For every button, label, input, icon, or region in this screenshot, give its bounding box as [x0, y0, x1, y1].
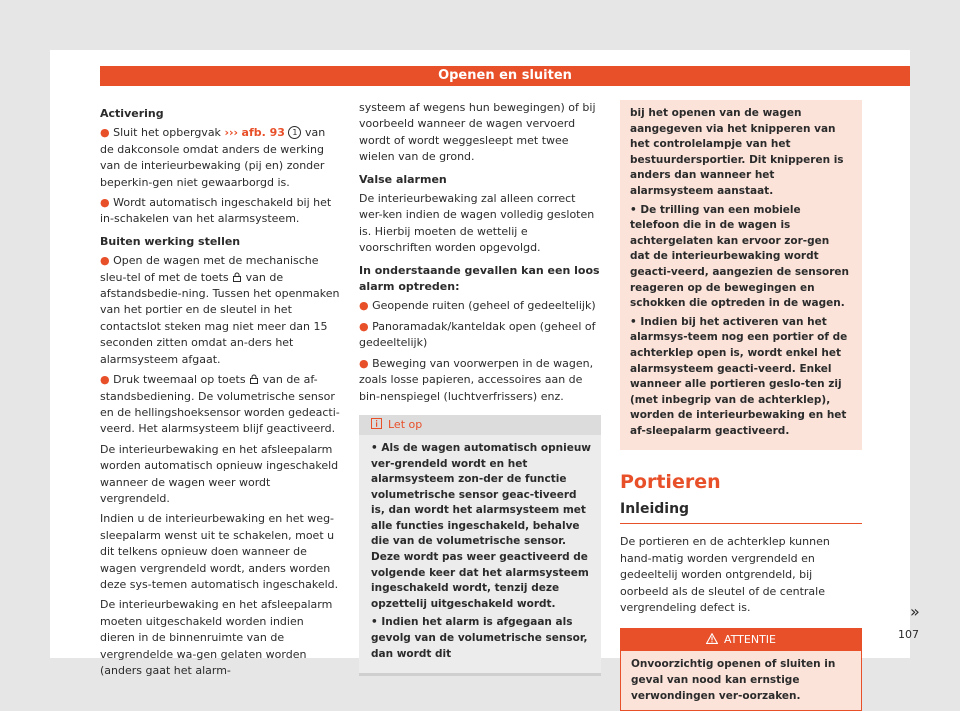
manual-page: [50, 50, 920, 702]
lock-key-icon: [232, 272, 242, 282]
page-number: 107: [898, 628, 919, 641]
paragraph: systeem af wegens hun bewegingen) of bij voorbeeld wanneer de wagen vervoerd wordt of wordt weggesleept met twee wielen van de grond.: [359, 101, 596, 164]
paragraph: De portieren en de achterklep kunnen hand-matig worden vergrendeld en gedeeltelij worden ontgrendeld, bij oorbeeld als de sleutel of de centrale vergrendeling defect is.: [620, 535, 830, 614]
warning-triangle-icon: [706, 633, 718, 644]
bullet-icon: •: [630, 315, 637, 328]
bullet-icon: ●: [100, 126, 110, 140]
heading-cases: In onderstaande gevallen kan een loos alarm optreden:: [359, 263, 600, 294]
bullet-icon: ●: [359, 356, 369, 370]
bullet-item: ● Panoramadak/kanteldak open (geheel of gedeeltelijk): [359, 319, 596, 350]
note-continuation: [620, 100, 862, 450]
heading-buiten-werking: Buiten werking stellen: [100, 234, 241, 248]
paragraph: Indien u de interieurbewaking en het weg-sleepalarm wenst uit te schakelen, moet u dit telkens opnieuw doen wanneer de wagen vergrendeld wordt, anders worden deze sys-temen automatisch ingeschakeld.: [100, 512, 339, 591]
continue-arrow: »: [910, 602, 920, 621]
callout-number: 1: [288, 126, 301, 139]
bullet-item: ● Druk tweemaal op toets van de af-standsbediening. De volumetrische sensor en de hellingshoeksensor worden gedeacti-veerd. Het alarmsysteem blijf geactiveerd.: [100, 373, 340, 436]
bullet-item: ● Sluit het opbergvak ››› afb. 93 1 van de dakconsole omdat anders de werking van de interieurbewaking (pij en) zonder beperkin-gen niet gewaarborgd is.: [100, 126, 326, 189]
paragraph: De interieurbewaking en het afsleepalarm moeten uitgeschakeld worden indien dieren in de binnenruimte van de vergrendelde wa-gen gelaten worden (anders gaat het alarm-: [100, 598, 333, 677]
heading-valse-alarmen: Valse alarmen: [359, 172, 447, 186]
column-3: [620, 100, 862, 711]
bullet-item: • Indien het alarm is afgegaan als gevolg van de volumetrische sensor, dan wordt dit: [371, 616, 588, 660]
bullet-icon: ●: [100, 373, 110, 387]
note-box: [359, 415, 601, 676]
bullet-item: ● Wordt automatisch ingeschakeld bij het in-schakelen van het alarmsysteem.: [100, 196, 332, 226]
attention-header: [621, 629, 861, 651]
bullet-icon: ●: [100, 196, 110, 210]
info-icon: [371, 418, 382, 429]
paragraph: De interieurbewaking zal alleen correct wer-ken indien de wagen volledig gesloten is. Hierbij moeten de wettelij e voorschriften worden opgevolgd.: [359, 192, 595, 255]
subsection-title: Inleiding: [620, 501, 862, 524]
paragraph: bij het openen van de wagen aangegeven via het knipperen van het controlelampje van het bestuurdersportier. Dit knipperen is anders dan wanneer het alarmsysteem aanstaat.: [630, 107, 844, 197]
paragraph: De interieurbewaking en het afsleepalarm worden automatisch opnieuw ingeschakeld wanneer de wagen weer wordt vergrendeld.: [100, 442, 339, 505]
bullet-icon: •: [371, 616, 378, 629]
note-title: Let op: [388, 417, 423, 431]
bullet-item: ● Geopende ruiten (geheel of gedeeltelijk): [359, 299, 596, 313]
xref-arrow: ›››: [224, 126, 239, 140]
section-title: Portieren: [620, 471, 721, 494]
attention-title: ATTENTIE: [723, 633, 776, 647]
note-header: [359, 415, 601, 435]
bullet-item: • De trilling van een mobiele telefoon die in de wagen is achtergelaten kan ervoor zor-gen dat de interieurbewaking wordt geacti-veerd, aangezien de sensoren reageren op de bewegingen en schokken die optreden in de wagen.: [630, 203, 849, 310]
bullet-icon: •: [630, 203, 637, 216]
bullet-icon: •: [371, 441, 378, 454]
note-body: [359, 435, 601, 673]
bullet-icon: ●: [100, 254, 110, 268]
page-header: Openen en sluiten: [100, 66, 910, 86]
attention-body: Onvoorzichtig openen of sluiten in geval van nood kan ernstige verwondingen ver-oorzaken.: [631, 658, 836, 702]
column-1: [100, 100, 342, 683]
bullet-item: • Als de wagen automatisch opnieuw ver-grendeld wordt en het alarmsysteem zon-der de functie volumetrische sensor geac-tiveerd is, dan wordt het alarmsysteem met alle functies ingeschakeld, behalve die van de volumetrische sensor. Deze wordt pas weer geactiveerd de volgende keer dat het alarmsysteem ingeschakeld wordt, tenzij deze opzettelij uitgeschakeld wordt.: [371, 441, 591, 610]
attention-box: [620, 628, 862, 711]
column-2: [359, 100, 601, 676]
heading-activering: Activering: [100, 107, 164, 120]
bullet-item: • Indien bij het activeren van het alarmsys-teem nog een portier of de achterklep open is, wordt enkel het alarmsysteem geacti-veerd. Enkel wanneer alle portieren geslo-ten zij (met inbegrip van de achterklep), worden de interieurbewaking en het af-sleepalarm geactiveerd.: [630, 315, 848, 437]
figure-link[interactable]: afb. 93: [241, 126, 285, 140]
bullet-icon: ●: [359, 319, 369, 333]
bullet-item: ● Beweging van voorwerpen in de wagen, zoals losse papieren, accessoires aan de bin-nenspiegel (luchtverfrissers) enz.: [359, 356, 594, 403]
bullet-icon: ●: [359, 299, 369, 313]
bullet-item: ● Open de wagen met de mechanische sleu-tel of met de toets van de afstandsbedie-ning. Tussen het openmaken van het portier en de sleutel in het contactslot steken mag niet meer dan 15 seconden zitten omdat an-ders het alarmsysteem afgaat.: [100, 254, 340, 366]
lock-key-icon: [249, 374, 259, 384]
